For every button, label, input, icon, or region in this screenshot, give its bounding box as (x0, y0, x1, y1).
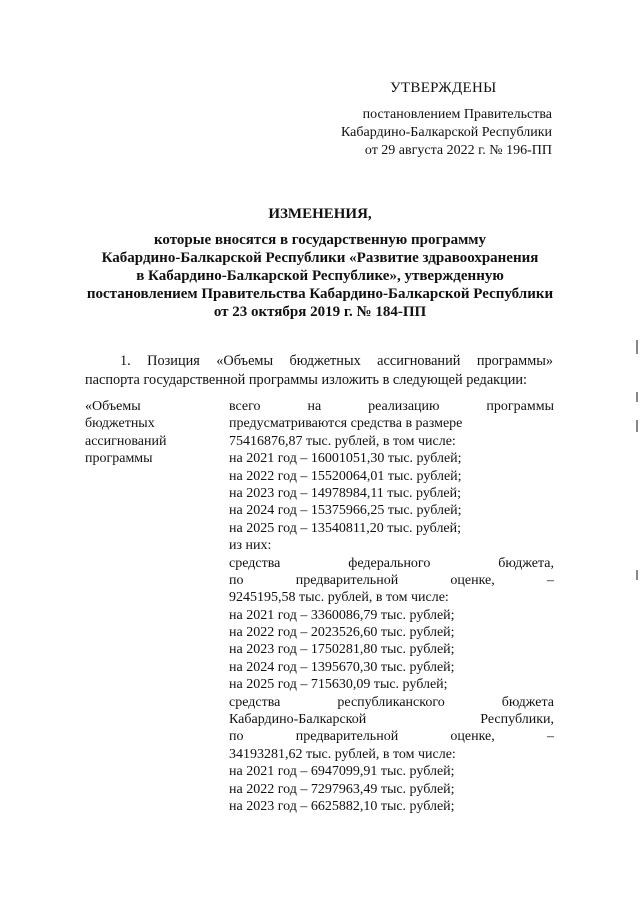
right-cell-line: на 2023 год – 6625882,10 тыс. рублей; (229, 798, 455, 814)
right-cell-line: на 2022 год – 2023526,60 тыс. рублей; (229, 625, 455, 641)
right-cell-line: Кабардино-Балкарской Республики, (229, 712, 554, 728)
document-title: ИЗМЕНЕНИЯ, (268, 206, 372, 222)
right-cell-line: 9245195,58 тыс. рублей, в том числе: (229, 590, 449, 606)
right-cell-line: из них: (229, 538, 272, 554)
right-cell-line: на 2024 год – 15375966,25 тыс. рублей; (229, 503, 462, 519)
approval-heading: УТВЕРЖДЕНЫ (390, 80, 497, 96)
scan-edge-mark (636, 570, 638, 580)
scan-edge-mark (636, 420, 638, 432)
scan-edge-mark (636, 392, 638, 402)
title-line: Кабардино-Балкарской Республики «Развитие здравоохранения (101, 250, 539, 266)
paragraph-line: 1. Позиция «Объемы бюджетных ассигнований программы» (120, 353, 553, 369)
table-left-cell (85, 398, 225, 468)
title-line: в Кабардино-Балкарской Республике», утвержденную (136, 268, 504, 284)
right-cell-line: на 2022 год – 15520064,01 тыс. рублей; (229, 468, 462, 484)
right-cell-line: всего на реализацию программы (229, 399, 554, 414)
right-cell-line: средства республиканского бюджета (229, 694, 554, 710)
left-cell-line: программы (85, 451, 153, 467)
right-cell-line: на 2021 год – 3360086,79 тыс. рублей; (229, 607, 455, 623)
approval-line: Кабардино-Балкарской Республики (341, 125, 552, 140)
title-line: которые вносятся в государственную программу (153, 232, 487, 248)
title-line: от 23 октября 2019 г. № 184-ПП (213, 304, 427, 320)
right-cell-line: на 2022 год – 7297963,49 тыс. рублей; (229, 781, 455, 797)
right-cell-line: на 2023 год – 1750281,80 тыс. рублей; (229, 642, 455, 658)
right-cell-line: на 2021 год – 16001051,30 тыс. рублей; (229, 451, 462, 467)
right-cell-line: на 2021 год – 6947099,91 тыс. рублей; (229, 764, 455, 780)
approval-line: от 29 августа 2022 г. № 196-ПП (364, 143, 552, 158)
scan-edge-mark (636, 340, 638, 354)
table-right-cell (229, 398, 554, 815)
right-cell-line: на 2025 год – 715630,09 тыс. рублей; (229, 677, 448, 693)
right-cell-line: 34193281,62 тыс. рублей, в том числе: (229, 746, 456, 762)
right-cell-line: по предварительной оценке, – (229, 729, 554, 745)
right-cell-line: на 2024 год – 1395670,30 тыс. рублей; (229, 659, 455, 675)
right-cell-line: по предварительной оценке, – (229, 572, 554, 588)
left-cell-line: ассигнований (85, 433, 167, 449)
right-cell-line: 75416876,87 тыс. рублей, в том числе: (229, 433, 456, 449)
right-cell-line: средства федерального бюджета, (229, 555, 554, 571)
right-cell-line: предусматриваются средства в размере (229, 416, 463, 432)
left-cell-line: «Объемы (85, 399, 141, 414)
approval-line: постановлением Правительства (362, 107, 552, 122)
right-cell-line: на 2025 год – 13540811,20 тыс. рублей; (229, 520, 462, 536)
left-cell-line: бюджетных (85, 416, 155, 432)
title-line: постановлением Правительства Кабардино-Балкарской Республики (86, 286, 554, 302)
paragraph-line: паспорта государственной программы изложить в следующей редакции: (85, 372, 528, 388)
right-cell-line: на 2023 год – 14978984,11 тыс. рублей; (229, 485, 462, 501)
